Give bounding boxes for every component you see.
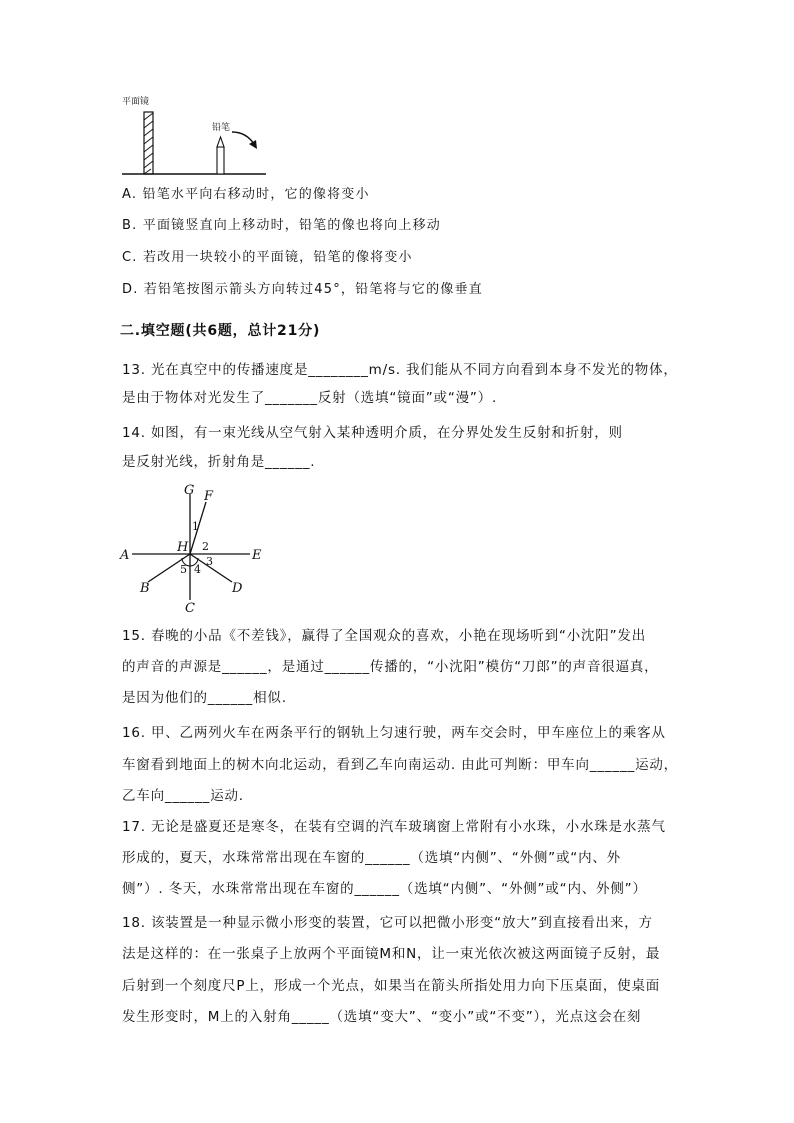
rotation-arrowhead [249,140,257,149]
angle-5: 5 [180,563,187,576]
label-b: B [140,581,150,596]
q15-line1: 15. 春晚的小品《不差钱》，赢得了全国观众的喜欢，小艳在现场听到“小沈阳”发出 [122,628,646,644]
angle-4: 4 [194,563,201,576]
refraction-figure [118,480,268,615]
option-c: C. 若改用一块较小的平面镜，铅笔的像将变小 [122,250,413,265]
q14-line1: 14. 如图，有一束光线从空气射入某种透明介质，在分界处发生反射和折射，则 [122,425,623,441]
angle-3: 3 [206,555,213,568]
mirror-label: 平面镜 [122,97,150,107]
q18-line1: 18. 该装置是一种显示微小形变的装置，它可以把微小形变“放大”到直接看出来，方 [122,915,653,931]
label-g: G [184,483,195,498]
q13-line1: 13. 光在真空中的传播速度是________m/s. 我们能从不同方向看到本身不发光的物体， [122,362,678,378]
label-a: A [120,548,130,563]
pencil-tip [217,137,224,147]
angle-1: 1 [192,520,199,533]
q17-line1: 17. 无论是盛夏还是寒冬，在装有空调的汽车玻璃窗上常附有小水珠，小水珠是水蒸气 [122,819,666,835]
label-d: D [232,581,243,596]
option-d: D. 若铅笔按图示箭头方向转过45°，铅笔将与它的像垂直 [122,282,483,297]
q18-line2: 法是这样的：在一张桌子上放两个平面镜M和N，让一束光依次被这两面镜子反射，最 [122,946,661,962]
q14-line2: 是反射光线，折射角是______. [122,454,316,470]
q17-line3: 侧”）. 冬天，水珠常常出现在车窗的______（选填“内侧”、“外侧”或“内、外侧”） [122,881,647,897]
section-title: 二.填空题(共6题，总计21分) [120,323,321,339]
q16-line3: 乙车向______运动. [122,788,244,804]
angle-2: 2 [202,540,209,553]
rotation-arrow [232,132,254,144]
option-b: B. 平面镜竖直向上移动时，铅笔的像也将向上移动 [122,218,441,233]
q15-line3: 是因为他们的______相似. [122,690,287,706]
q15-line2: 的声音的声源是______，是通过______传播的，“小沈阳”模仿“刀郎”的声音很逼真， [122,659,659,675]
q17-line2: 形成的，夏天，水珠常常出现在车窗的______（选填“内侧”、“外侧”或“内、外 [122,850,621,866]
pencil [217,147,224,174]
q18-line4: 发生形变时，M上的入射角_____（选填“变大”、“变小”或“不变”），光点这会在刻 [122,1009,642,1025]
label-h: H [177,540,189,555]
q16-line1: 16. 甲、乙两列火车在两条平行的钢轨上匀速行驶，两车交会时，甲车座位上的乘客从 [122,725,666,741]
label-c: C [185,601,195,615]
mirror-pencil-figure [120,92,270,182]
option-a: A. 铅笔水平向右移动时，它的像将变小 [122,187,370,202]
label-e: E [252,548,262,563]
label-f: F [204,489,214,504]
q13-line2: 是由于物体对光发生了_______反射（选填“镜面”或“漫”）. [122,390,498,406]
mirror-pencil-diagram [120,92,270,182]
refraction-diagram [118,480,268,615]
q18-line3: 后射到一个刻度尺P上，形成一个光点，如果当在箭头所指处用力向下压桌面，使桌面 [122,978,661,994]
pencil-label: 铅笔 [212,123,231,133]
q16-line2: 车窗看到地面上的树木向北运动，看到乙车向南运动. 由此可判断：甲车向______运动， [122,757,678,773]
